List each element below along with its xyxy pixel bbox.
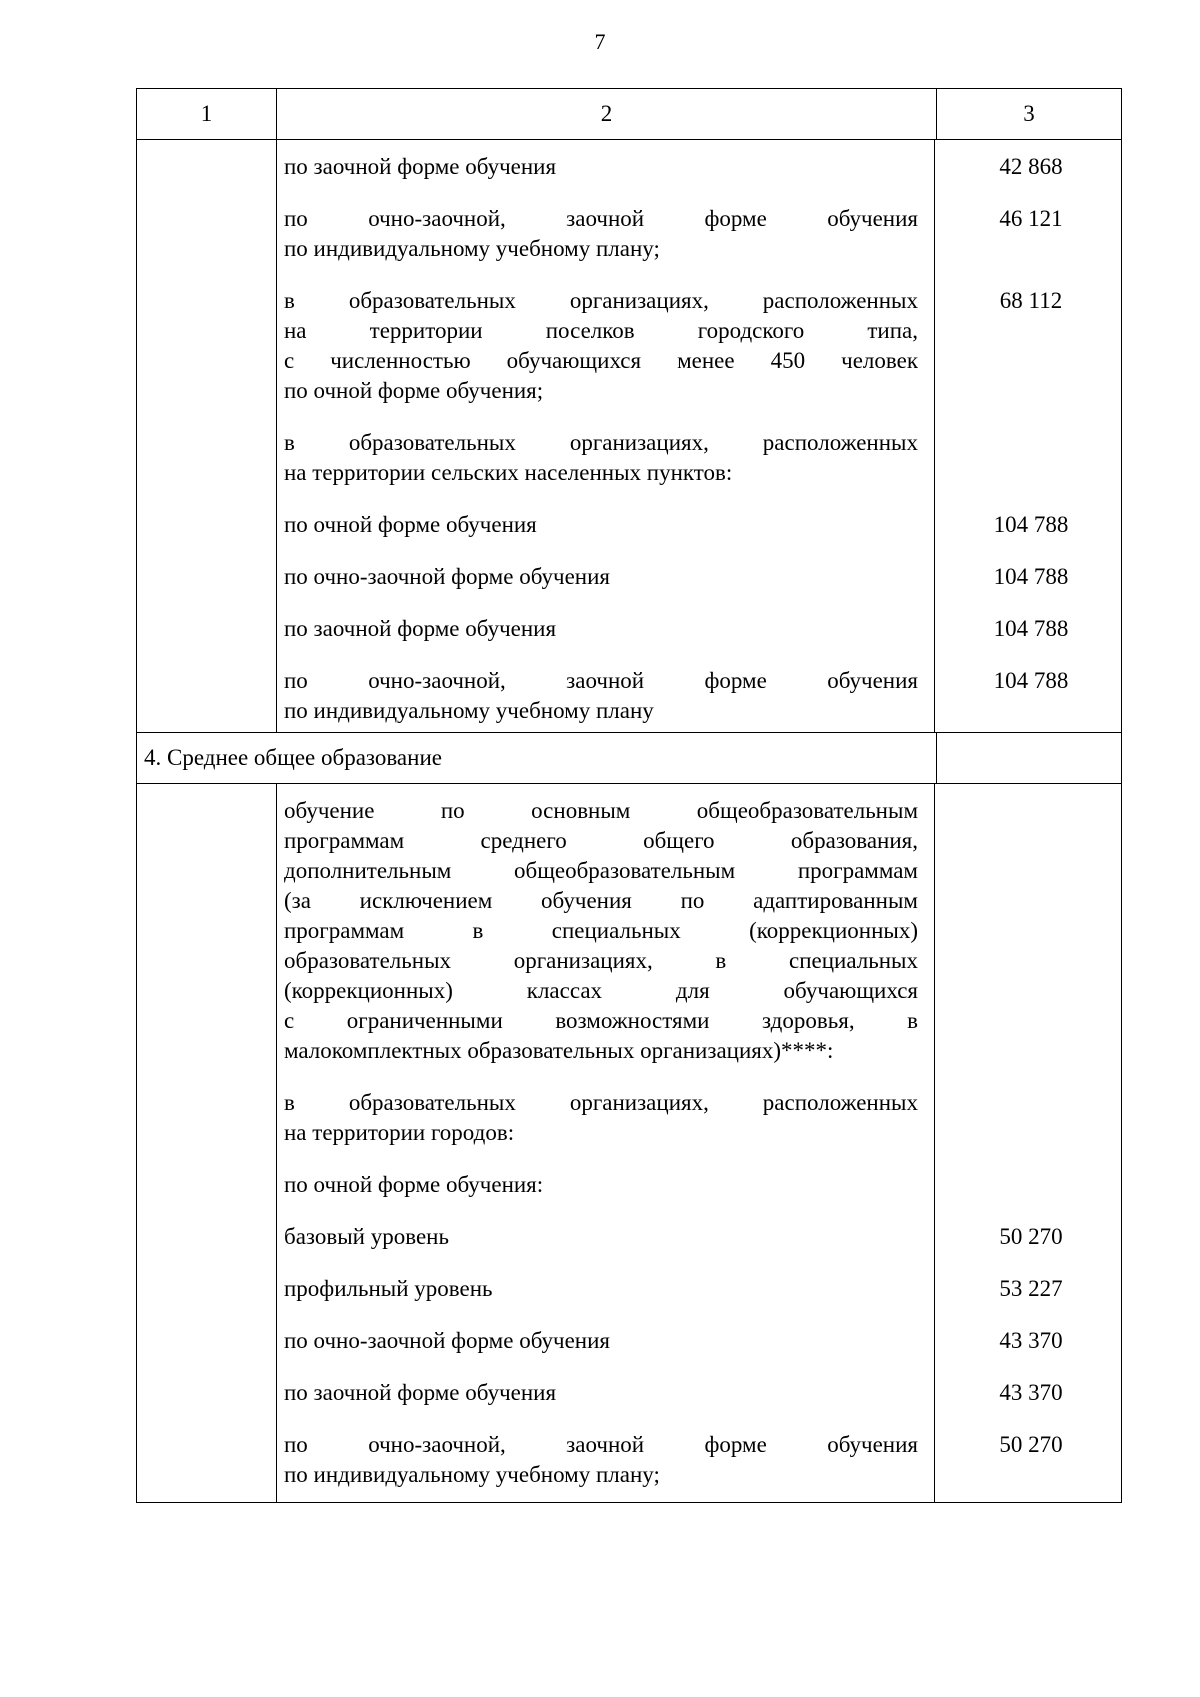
item-description xyxy=(277,152,924,182)
empty-cell xyxy=(137,140,277,733)
column-header-2: 2 xyxy=(277,89,937,140)
row-gap xyxy=(277,1148,1121,1170)
description-line: профильный уровень xyxy=(284,1276,493,1301)
item-value: 50 270 xyxy=(999,1224,1063,1249)
list-item xyxy=(277,614,1121,644)
page-number: 7 xyxy=(594,29,606,54)
row-gap xyxy=(277,592,1121,614)
description-line: по заочной форме обучения xyxy=(284,1380,557,1405)
description-line: по очной форме обучения; xyxy=(284,378,544,403)
item-description xyxy=(277,286,924,406)
description-line: по очно-заочной форме обучения xyxy=(284,1328,610,1353)
table-row-group-a xyxy=(137,140,1122,733)
data-table xyxy=(136,88,1122,1503)
item-value: 43 370 xyxy=(999,1380,1063,1405)
item-description xyxy=(277,428,924,488)
description-line: по очно-заочной, заочной форме обучения xyxy=(284,206,918,231)
description-line: по очно-заочной, заочной форме обучения xyxy=(284,668,918,693)
section-row xyxy=(137,733,1122,784)
row-gap xyxy=(277,1304,1121,1326)
table-header-row xyxy=(137,89,1122,140)
list-item xyxy=(277,796,1121,1066)
row-gap xyxy=(277,644,1121,666)
description-line: (коррекционных) классах для обучающихся xyxy=(284,978,918,1003)
item-value: 104 788 xyxy=(993,512,1069,537)
row-gap xyxy=(277,264,1121,286)
list-item xyxy=(277,666,1121,726)
item-description xyxy=(277,1326,924,1356)
row-gap xyxy=(277,1408,1121,1430)
row-gap xyxy=(277,406,1121,428)
description-line: с ограниченными возможностями здоровья, в xyxy=(284,1008,918,1033)
description-line: по очно-заочной форме обучения xyxy=(284,564,610,589)
item-value: 104 788 xyxy=(993,668,1069,693)
row-gap xyxy=(277,1252,1121,1274)
group-b-cell xyxy=(277,784,1122,1503)
list-item xyxy=(277,286,1121,406)
section-title: 4. Среднее общее образование xyxy=(137,733,937,784)
item-description xyxy=(277,1170,924,1200)
item-description xyxy=(277,796,924,1066)
item-description xyxy=(277,1274,924,1304)
column-header-3: 3 xyxy=(937,89,1122,140)
group-b-list xyxy=(277,796,1121,1490)
list-item xyxy=(277,428,1121,488)
item-description xyxy=(277,562,924,592)
list-item xyxy=(277,1378,1121,1408)
column-header-1: 1 xyxy=(137,89,277,140)
description-line: малокомплектных образовательных организациях)****: xyxy=(284,1038,834,1063)
description-line: по очной форме обучения xyxy=(284,512,537,537)
description-line: по очно-заочной, заочной форме обучения xyxy=(284,1432,918,1457)
description-line: в образовательных организациях, расположенных xyxy=(284,1090,918,1115)
item-value: 42 868 xyxy=(999,154,1063,179)
description-line: по заочной форме обучения xyxy=(284,154,557,179)
list-item xyxy=(277,1222,1121,1252)
description-line: в образовательных организациях, расположенных xyxy=(284,288,918,313)
description-line: по индивидуальному учебному плану xyxy=(284,698,654,723)
description-line: по заочной форме обучения xyxy=(284,616,557,641)
row-gap xyxy=(277,1200,1121,1222)
row-gap xyxy=(277,1356,1121,1378)
list-item xyxy=(277,1274,1121,1304)
section-value-cell xyxy=(937,733,1122,784)
list-item xyxy=(277,1326,1121,1356)
item-description xyxy=(277,1088,924,1148)
item-value: 53 227 xyxy=(999,1276,1063,1301)
table-row-group-b xyxy=(137,784,1122,1503)
item-description xyxy=(277,1430,924,1490)
list-item xyxy=(277,510,1121,540)
list-item xyxy=(277,1430,1121,1490)
description-line: по индивидуальному учебному плану; xyxy=(284,1462,660,1487)
description-line: по индивидуальному учебному плану; xyxy=(284,236,660,261)
item-value: 68 112 xyxy=(999,288,1063,313)
description-line: на территории сельских населенных пунктов: xyxy=(284,460,733,485)
item-value: 104 788 xyxy=(993,616,1069,641)
item-description xyxy=(277,510,924,540)
item-description xyxy=(277,1222,924,1252)
description-line: по очной форме обучения: xyxy=(284,1172,544,1197)
item-description xyxy=(277,666,924,726)
list-item xyxy=(277,1088,1121,1148)
description-line: обучение по основным общеобразовательным xyxy=(284,798,918,823)
description-line: базовый уровень xyxy=(284,1224,449,1249)
list-item xyxy=(277,204,1121,264)
row-gap xyxy=(277,182,1121,204)
item-description xyxy=(277,1378,924,1408)
list-item xyxy=(277,562,1121,592)
description-line: на территории поселков городского типа, xyxy=(284,318,918,343)
description-line: образовательных организациях, в специальных xyxy=(284,948,918,973)
description-line: программам в специальных (коррекционных) xyxy=(284,918,918,943)
description-line: в образовательных организациях, расположенных xyxy=(284,430,918,455)
description-line: с численностью обучающихся менее 450 человек xyxy=(284,348,918,373)
list-item xyxy=(277,152,1121,182)
item-description xyxy=(277,614,924,644)
row-gap xyxy=(277,1066,1121,1088)
description-line: дополнительным общеобразовательным программам xyxy=(284,858,918,883)
row-gap xyxy=(277,540,1121,562)
item-value: 50 270 xyxy=(999,1432,1063,1457)
group-a-cell xyxy=(277,140,1122,733)
row-gap xyxy=(277,488,1121,510)
item-value: 43 370 xyxy=(999,1328,1063,1353)
description-line: (за исключением обучения по адаптированным xyxy=(284,888,918,913)
item-value: 104 788 xyxy=(993,564,1069,589)
list-item xyxy=(277,1170,1121,1200)
item-value: 46 121 xyxy=(999,206,1063,231)
description-line: программам среднего общего образования, xyxy=(284,828,918,853)
description-line: на территории городов: xyxy=(284,1120,515,1145)
empty-cell xyxy=(137,784,277,1503)
item-description xyxy=(277,204,924,264)
group-a-list xyxy=(277,152,1121,726)
